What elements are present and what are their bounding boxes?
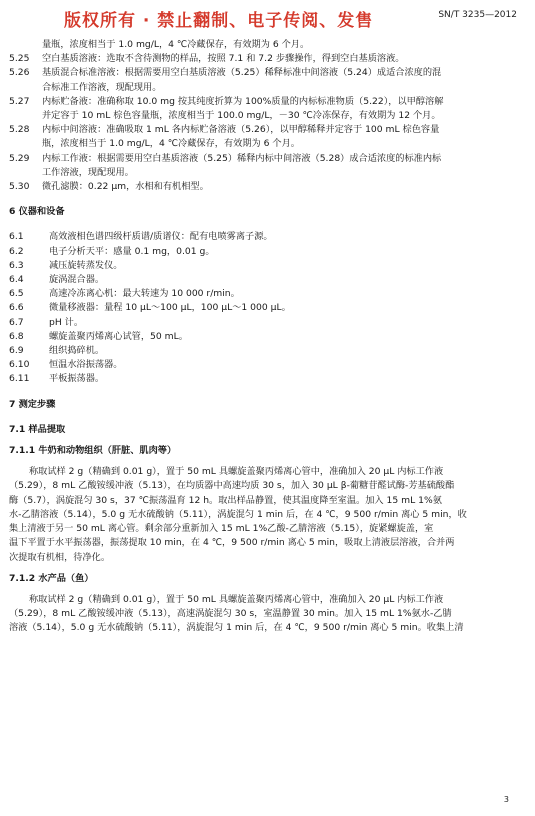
paragraph-line: （5.29），8 mL 乙酸铵缓冲液（5.13），在均质器中高速均质 30 s，加入 30 μL β-葡糖苷醛试酶-芳基硫酸酯	[9, 480, 455, 492]
item-number: 5.27	[9, 95, 30, 107]
item-number: 6.6	[9, 302, 24, 314]
section-7-1-1-text	[9, 465, 523, 564]
item-text: 并定容于 10 mL 棕色容量瓶，浓度相当于 100.0 mg/L，－30 ℃冷冻保存，有效期为 12 个月。	[42, 110, 441, 122]
item-number: 6.5	[9, 288, 24, 300]
paragraph-line: （5.29），8 mL 乙酸铵缓冲液（5.13），高速涡旋混匀 30 s，室温静置 30 min。加入 15 mL 1%氨水-乙腈	[9, 608, 452, 620]
paragraph-line: 次提取有机相，待净化。	[9, 551, 111, 563]
paragraph-line: 称取试样 2 g（精确到 0.01 g），置于 50 mL 具螺旋盖聚丙烯离心管中，准确加入 20 μL 内标工作液	[29, 466, 444, 478]
document-body	[9, 38, 523, 636]
paragraph-line: 称取试样 2 g（精确到 0.01 g），置于 50 mL 具螺旋盖聚丙烯离心管中，准确加入 20 μL 内标工作液	[29, 593, 444, 605]
list-item	[9, 95, 523, 109]
list-item	[9, 245, 523, 259]
section-7-1-1-heading: 7.1.1 牛奶和动物组织（肝脏、肌肉等）	[9, 445, 177, 457]
standard-code: SN/T 3235—2012	[438, 10, 517, 20]
list-item	[9, 180, 523, 194]
list-item	[9, 259, 523, 273]
item-number: 6.4	[9, 274, 24, 286]
item-number: 5.29	[9, 152, 30, 164]
section-7-1-2-heading: 7.1.2 水产品（鱼）	[9, 572, 94, 584]
section-7-1-heading: 7.1 样品提取	[9, 423, 66, 435]
list-item	[9, 123, 523, 137]
item-text: 减压旋转蒸发仪。	[49, 259, 123, 271]
list-item	[9, 52, 523, 66]
item-number: 6.7	[9, 316, 24, 328]
list-item	[9, 81, 523, 95]
list-item	[9, 109, 523, 123]
item-number: 6.1	[9, 231, 24, 243]
item-text: 高速冷冻离心机：最大转速为 10 000 r/min。	[49, 288, 240, 300]
item-text: 量瓶，浓度相当于 1.0 mg/L，4 ℃冷藏保存，有效期为 6 个月。	[42, 39, 310, 50]
paragraph-line: 温下平置于水平振荡器，振荡提取 10 min，在 4 ℃，9 500 r/min 离心 5 min，吸取上清液层溶液，合并两	[9, 537, 455, 549]
item-number: 5.28	[9, 124, 30, 136]
item-text: 瓶，浓度相当于 1.0 mg/L，4 ℃冷藏保存，有效期为 6 个月。	[42, 138, 300, 150]
item-text: 旋涡混合器。	[49, 274, 105, 286]
list-item	[9, 166, 523, 180]
item-number: 5.25	[9, 53, 30, 65]
list-item	[9, 358, 523, 372]
list-item	[9, 330, 523, 344]
item-text: 电子分析天平：感量 0.1 mg，0.01 g。	[49, 245, 215, 257]
item-text: 工作溶液，现配现用。	[42, 166, 134, 178]
list-item	[9, 372, 523, 386]
item-text: 微量移液器：量程 10 μL～100 μL，100 μL～1 000 μL。	[49, 302, 291, 314]
item-text: 内标中间溶液：准确吸取 1 mL 各内标贮备溶液（5.26），以甲醇稀释并定容于 100 mL 棕色容量	[42, 124, 440, 136]
item-text: pH 计。	[49, 316, 84, 328]
list-item	[9, 230, 523, 244]
equipment-list	[9, 230, 523, 386]
item-text: 基质混合标准溶液：根据需要用空白基质溶液（5.25）稀释标准中间溶液（5.24）成适合浓度的混	[42, 67, 442, 79]
paragraph-line: 水-乙腈溶液（5.14），5.0 g 无水硫酸钠（5.11），涡旋混匀 1 min 后，在 4 ℃，9 500 r/min 离心 5 min，收	[9, 508, 467, 520]
list-item	[9, 316, 523, 330]
item-text: 组织捣碎机。	[49, 345, 105, 357]
item-number: 5.30	[9, 181, 30, 193]
item-text: 平板振荡器。	[49, 373, 105, 385]
paragraph-line: 溶液（5.14），5.0 g 无水硫酸钠（5.11），涡旋混匀 1 min 后，在 4 ℃，9 500 r/min 离心 5 min。收集上清	[9, 622, 464, 634]
page-number: 3	[503, 795, 509, 804]
list-item	[9, 301, 523, 315]
section-7-1-2-text	[9, 593, 523, 636]
item-text: 空白基质溶液：选取不含待测物的样品，按照 7.1 和 7.2 步骤操作，得到空白基质溶液。	[42, 53, 405, 65]
section-7-heading: 7 测定步骤	[9, 398, 56, 410]
item-text: 恒温水浴振荡器。	[49, 359, 123, 371]
item-number: 6.8	[9, 330, 24, 342]
item-text: 内标工作液：根据需要用空白基质溶液（5.25）稀释内标中间溶液（5.28）成合适浓度的标准内标	[42, 152, 442, 164]
item-number: 5.26	[9, 67, 30, 79]
section-6-heading: 6 仪器和设备	[9, 206, 65, 218]
item-number: 6.2	[9, 245, 24, 257]
item-text: 高效液相色谱四级杆质谱/质谱仪：配有电喷雾离子源。	[49, 231, 273, 243]
list-item	[9, 273, 523, 287]
list-item	[9, 66, 523, 80]
copyright-watermark: 版权所有 · 禁止翻制、电子传阅、发售	[64, 11, 374, 31]
item-number: 6.11	[9, 373, 30, 385]
paragraph-line: 酶（5.7），涡旋混匀 30 s，37 ℃振荡温育 12 h。取出样品静置，使其温度降至室温。加入 15 mL 1%氨	[9, 494, 442, 506]
item-number: 6.10	[9, 359, 30, 371]
list-item	[9, 38, 523, 52]
item-number: 6.9	[9, 345, 24, 357]
list-item	[9, 287, 523, 301]
list-item	[9, 137, 523, 151]
list-item	[9, 344, 523, 358]
paragraph-line: 集上清液于另一 50 mL 离心管。剩余部分重新加入 15 mL 1%乙酸-乙腈溶液（5.15），旋紧螺旋盖，室	[9, 523, 434, 535]
item-text: 合标准工作溶液，现配现用。	[42, 81, 162, 93]
item-text: 内标贮备液：准确称取 10.0 mg 按其纯度折算为 100%质量的内标标准物质（5.22），以甲醇溶解	[42, 95, 444, 107]
reagents-list	[9, 38, 523, 194]
item-text: 螺旋盖聚丙烯离心试管，50 mL。	[49, 330, 188, 342]
item-text: 微孔滤膜：0.22 μm，水相和有机相型。	[42, 181, 209, 193]
list-item	[9, 152, 523, 166]
item-number: 6.3	[9, 259, 24, 271]
